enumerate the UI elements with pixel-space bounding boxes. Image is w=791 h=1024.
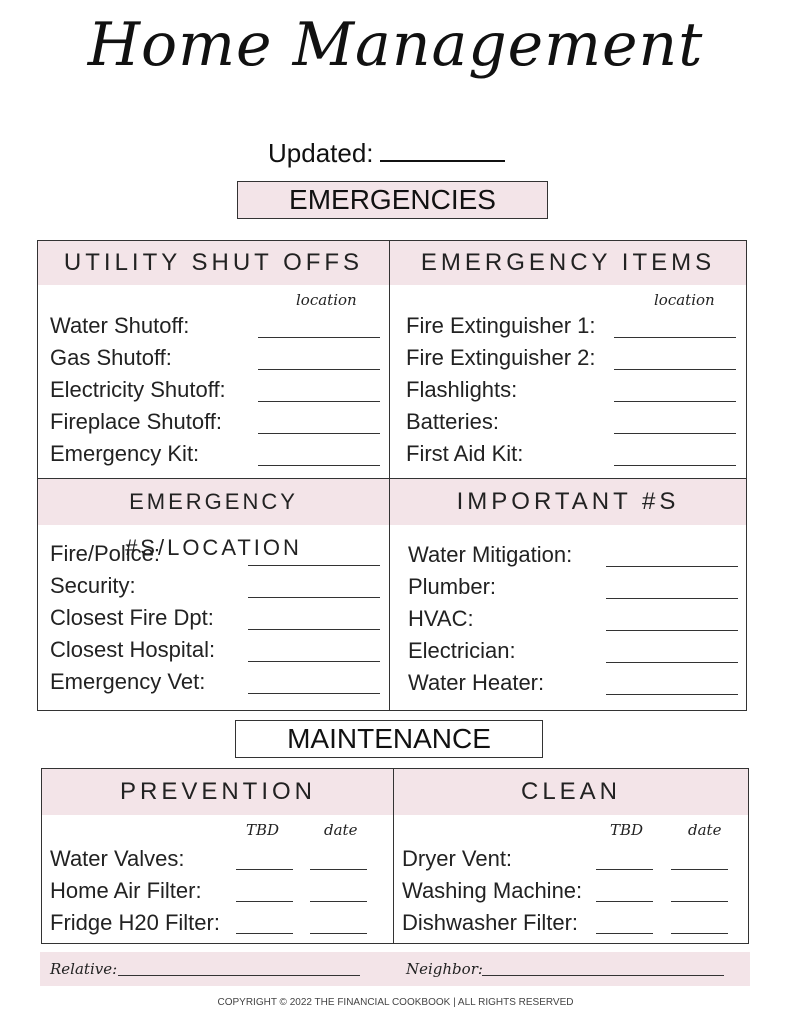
updated-date-line[interactable] <box>380 160 505 162</box>
tbd-label: TBD <box>246 821 280 839</box>
utility-heading: UTILITY SHUT OFFS <box>38 241 389 285</box>
relative-label: Relative: <box>50 960 118 978</box>
date-line[interactable] <box>671 901 728 902</box>
list-item: Electricity Shutoff: <box>50 377 226 402</box>
updated-label: Updated: <box>268 138 374 168</box>
tbd-line[interactable] <box>236 933 293 934</box>
list-item: Washing Machine: <box>402 878 583 903</box>
fill-line[interactable] <box>258 337 380 338</box>
fill-line[interactable] <box>614 433 736 434</box>
fill-line[interactable] <box>606 662 738 663</box>
list-item: Fridge H20 Filter: <box>50 910 220 935</box>
clean-heading: CLEAN <box>394 769 748 815</box>
fill-line[interactable] <box>248 597 380 598</box>
tbd-line[interactable] <box>236 869 293 870</box>
list-item: Closest Hospital: <box>50 637 216 662</box>
list-item: Water Valves: <box>50 846 185 871</box>
date-line[interactable] <box>310 901 367 902</box>
fill-line[interactable] <box>606 694 738 695</box>
fill-line[interactable] <box>614 369 736 370</box>
contacts-bar <box>40 952 750 986</box>
date-label: date <box>688 821 722 839</box>
fill-line[interactable] <box>258 465 380 466</box>
neighbor-label: Neighbor: <box>406 960 483 978</box>
location-label: location <box>296 291 357 309</box>
neighbor-line[interactable] <box>482 975 724 976</box>
list-item: Fireplace Shutoff: <box>50 409 223 434</box>
list-item: First Aid Kit: <box>406 441 524 466</box>
relative-line[interactable] <box>118 975 360 976</box>
fill-line[interactable] <box>614 337 736 338</box>
emergency-numbers-panel <box>37 478 390 711</box>
list-item: Closest Fire Dpt: <box>50 605 214 630</box>
date-label: date <box>324 821 358 839</box>
prevention-panel <box>41 768 395 944</box>
list-item: Dryer Vent: <box>402 846 513 871</box>
list-item: Flashlights: <box>406 377 518 402</box>
tbd-line[interactable] <box>236 901 293 902</box>
tbd-line[interactable] <box>596 933 653 934</box>
fill-line[interactable] <box>258 369 380 370</box>
fill-line[interactable] <box>248 565 380 566</box>
important-numbers-heading: IMPORTANT #S <box>390 479 746 525</box>
list-item: Batteries: <box>406 409 499 434</box>
fill-line[interactable] <box>606 566 738 567</box>
list-item: Water Shutoff: <box>50 313 190 338</box>
fill-line[interactable] <box>614 465 736 466</box>
list-item: Fire Extinguisher 1: <box>406 313 596 338</box>
fill-line[interactable] <box>248 629 380 630</box>
emergencies-banner: EMERGENCIES <box>237 181 548 219</box>
list-item: Security: <box>50 573 136 598</box>
list-item: Gas Shutoff: <box>50 345 172 370</box>
list-item: Fire Extinguisher 2: <box>406 345 596 370</box>
list-item: Water Heater: <box>408 670 545 695</box>
utility-shutoffs-panel <box>37 240 390 479</box>
date-line[interactable] <box>671 933 728 934</box>
fill-line[interactable] <box>258 401 380 402</box>
prevention-heading: PREVENTION <box>42 769 394 815</box>
list-item: Electrician: <box>408 638 516 663</box>
fill-line[interactable] <box>258 433 380 434</box>
list-item: Plumber: <box>408 574 497 599</box>
fill-line[interactable] <box>248 661 380 662</box>
fill-line[interactable] <box>606 598 738 599</box>
list-item: Emergency Vet: <box>50 669 206 694</box>
important-numbers-panel <box>389 478 747 711</box>
list-item: Fire/Police: <box>50 541 161 566</box>
date-line[interactable] <box>310 933 367 934</box>
list-item: Home Air Filter: <box>50 878 202 903</box>
date-line[interactable] <box>310 869 367 870</box>
emergency-items-panel <box>389 240 747 479</box>
date-line[interactable] <box>671 869 728 870</box>
maintenance-banner: MAINTENANCE <box>235 720 543 758</box>
page-title: Home Management <box>87 10 704 80</box>
location-label: location <box>654 291 715 309</box>
fill-line[interactable] <box>248 693 380 694</box>
list-item: Dishwasher Filter: <box>402 910 579 935</box>
tbd-line[interactable] <box>596 901 653 902</box>
tbd-label: TBD <box>610 821 644 839</box>
emergency-items-heading: EMERGENCY ITEMS <box>390 241 746 285</box>
list-item: HVAC: <box>408 606 474 631</box>
list-item: Water Mitigation: <box>408 542 573 567</box>
fill-line[interactable] <box>614 401 736 402</box>
fill-line[interactable] <box>606 630 738 631</box>
copyright-text: COPYRIGHT © 2022 THE FINANCIAL COOKBOOK | ALL RIGHTS RESERVED <box>217 997 574 1008</box>
emergency-numbers-heading: EMERGENCY #S/LOCATION <box>38 479 389 525</box>
list-item: Emergency Kit: <box>50 441 200 466</box>
clean-panel <box>393 768 749 944</box>
tbd-line[interactable] <box>596 869 653 870</box>
